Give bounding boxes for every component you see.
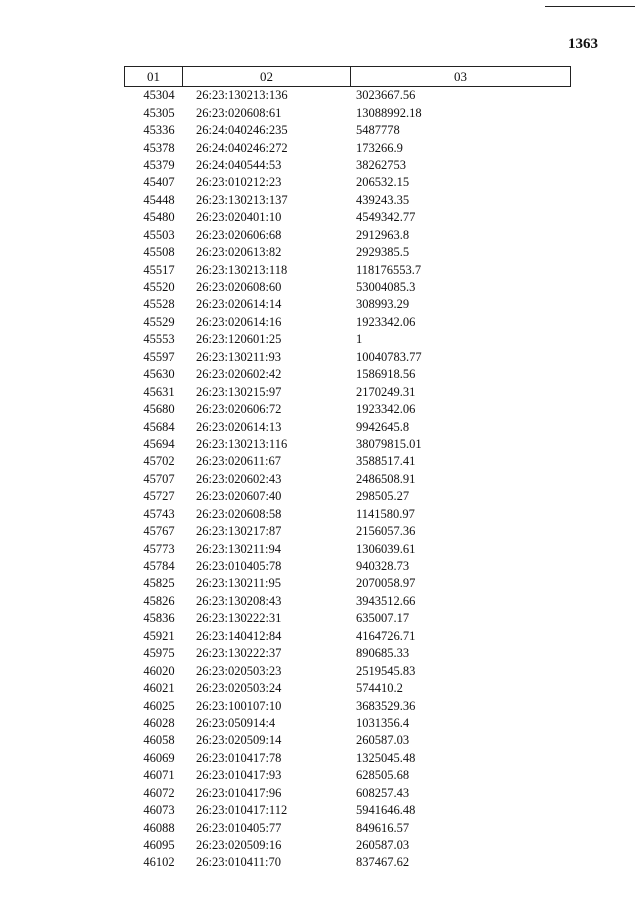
table-cell-col-03: 206532.15	[356, 175, 410, 190]
table-cell-col-01: 46088	[143, 820, 175, 835]
table-cell-col-03: 837467.62	[356, 855, 410, 870]
table-cell-col-03: 574410.2	[356, 681, 403, 696]
table-cell-col-01: 45503	[143, 227, 175, 242]
table-cell-col-01: 45448	[143, 192, 175, 207]
table-row	[124, 750, 569, 767]
table-cell-col-03: 940328.73	[356, 559, 410, 574]
table-cell-col-02: 26:23:020614:14	[196, 297, 282, 312]
table-cell-col-02: 26:23:130217:87	[196, 524, 282, 539]
table-cell-col-03: 628505.68	[356, 768, 410, 783]
table-row	[124, 610, 569, 627]
table-cell-col-01: 45836	[143, 611, 175, 626]
table-row	[124, 819, 569, 836]
table-cell-col-03: 38079815.01	[356, 436, 422, 451]
table-row	[124, 453, 569, 470]
table-cell-col-03: 308993.29	[356, 297, 410, 312]
table-cell-col-02: 26:23:010411:70	[196, 855, 281, 870]
table-cell-col-01: 45508	[143, 245, 175, 260]
table-row	[124, 715, 569, 732]
table-cell-col-02: 26:23:130211:94	[196, 541, 281, 556]
table-cell-col-03: 849616.57	[356, 820, 410, 835]
table-cell-col-01: 45480	[143, 210, 175, 225]
table-cell-col-01: 45743	[143, 506, 175, 521]
table-cell-col-02: 26:23:130211:93	[196, 349, 281, 364]
table-cell-col-02: 26:23:020614:13	[196, 419, 282, 434]
table-cell-col-03: 3588517.41	[356, 454, 416, 469]
table-cell-col-03: 2912963.8	[356, 227, 410, 242]
table-cell-col-01: 45305	[143, 105, 175, 120]
table-cell-col-02: 26:23:100107:10	[196, 698, 282, 713]
table-cell-col-02: 26:23:020509:16	[196, 838, 282, 853]
table-cell-col-02: 26:23:130213:136	[196, 88, 288, 103]
table-cell-col-01: 45379	[143, 157, 175, 172]
table-row	[124, 837, 569, 854]
table-row	[124, 331, 569, 348]
table-cell-col-03: 13088992.18	[356, 105, 422, 120]
table-header	[124, 66, 571, 87]
table-cell-col-03: 2486508.91	[356, 471, 416, 486]
table-cell-col-01: 45520	[143, 280, 175, 295]
table-cell-col-02: 26:23:130208:43	[196, 593, 282, 608]
table-row	[124, 279, 569, 296]
table-row	[124, 540, 569, 557]
table-cell-col-03: 890685.33	[356, 646, 410, 661]
table-cell-col-02: 26:23:010417:112	[196, 803, 288, 818]
table-cell-col-01: 45378	[143, 140, 175, 155]
table-cell-col-02: 26:23:020608:61	[196, 105, 282, 120]
table-cell-col-02: 26:23:020503:24	[196, 681, 282, 696]
table-cell-col-03: 2070058.97	[356, 576, 416, 591]
table-row	[124, 244, 569, 261]
table-cell-col-02: 26:23:020614:16	[196, 314, 282, 329]
table-cell-col-01: 45680	[143, 402, 175, 417]
table-row	[124, 174, 569, 191]
table-cell-col-02: 26:24:040246:272	[196, 140, 288, 155]
table-row	[124, 296, 569, 313]
table-cell-col-01: 46095	[143, 838, 175, 853]
table-cell-col-02: 26:23:130222:31	[196, 611, 282, 626]
table-row	[124, 157, 569, 174]
page-number: 1363	[568, 36, 598, 52]
table-cell-col-02: 26:23:130222:37	[196, 646, 282, 661]
table-cell-col-01: 45727	[143, 489, 175, 504]
table-cell-col-01: 46020	[143, 663, 175, 678]
table-row	[124, 227, 569, 244]
table-cell-col-02: 26:23:010417:96	[196, 785, 282, 800]
table-cell-col-01: 46069	[143, 750, 175, 765]
table-cell-col-03: 260587.03	[356, 733, 410, 748]
table-cell-col-02: 26:23:130215:97	[196, 384, 282, 399]
table-cell-col-02: 26:23:020602:43	[196, 471, 282, 486]
table-cell-col-03: 3683529.36	[356, 698, 416, 713]
table-cell-col-02: 26:23:020503:23	[196, 663, 282, 678]
table-cell-col-01: 46071	[143, 768, 175, 783]
table-cell-col-02: 26:24:040246:235	[196, 123, 288, 138]
table-cell-col-03: 10040783.77	[356, 349, 422, 364]
table-cell-col-03: 9942645.8	[356, 419, 410, 434]
table-cell-col-03: 4549342.77	[356, 210, 416, 225]
table-cell-col-01: 45702	[143, 454, 175, 469]
table-row	[124, 802, 569, 819]
table-cell-col-03: 2929385.5	[356, 245, 410, 260]
table-cell-col-02: 26:23:020611:67	[196, 454, 281, 469]
table-cell-col-01: 46102	[143, 855, 175, 870]
table-cell-col-03: 260587.03	[356, 838, 410, 853]
table-row	[124, 506, 569, 523]
table-row	[124, 662, 569, 679]
table-cell-col-02: 26:23:120601:25	[196, 332, 282, 347]
table-cell-col-03: 1141580.97	[356, 506, 415, 521]
table-row	[124, 680, 569, 697]
header-col-01: 01	[125, 67, 183, 86]
table-cell-col-03: 53004085.3	[356, 280, 416, 295]
table-cell-col-01: 45597	[143, 349, 175, 364]
table-cell-col-01: 45825	[143, 576, 175, 591]
table-cell-col-02: 26:23:130213:137	[196, 192, 288, 207]
table-cell-col-02: 26:23:020613:82	[196, 245, 282, 260]
table-cell-col-03: 1586918.56	[356, 367, 416, 382]
table-cell-col-01: 45684	[143, 419, 175, 434]
table-cell-col-03: 1325045.48	[356, 750, 416, 765]
table-cell-col-03: 2519545.83	[356, 663, 416, 678]
table-cell-col-03: 635007.17	[356, 611, 410, 626]
table-row	[124, 383, 569, 400]
table-cell-col-03: 439243.35	[356, 192, 410, 207]
table-row	[124, 261, 569, 278]
table-cell-col-01: 45336	[143, 123, 175, 138]
table-cell-col-03: 3943512.66	[356, 593, 416, 608]
table-row	[124, 593, 569, 610]
table-cell-col-03: 3023667.56	[356, 88, 416, 103]
table-row	[124, 192, 569, 209]
table-body	[124, 87, 569, 872]
table-cell-col-03: 2170249.31	[356, 384, 416, 399]
table-cell-col-03: 1923342.06	[356, 402, 416, 417]
table-cell-col-01: 45826	[143, 593, 175, 608]
table-cell-col-03: 1923342.06	[356, 314, 416, 329]
table-cell-col-02: 26:23:010405:77	[196, 820, 282, 835]
table-cell-col-03: 1	[356, 332, 363, 347]
table-row	[124, 139, 569, 156]
table-row	[124, 104, 569, 121]
table-cell-col-03: 38262753	[356, 157, 406, 172]
table-cell-col-01: 45631	[143, 384, 175, 399]
table-cell-col-01: 46025	[143, 698, 175, 713]
table-cell-col-03: 2156057.36	[356, 524, 416, 539]
table-row	[124, 523, 569, 540]
table-row	[124, 488, 569, 505]
table-cell-col-02: 26:23:010417:93	[196, 768, 282, 783]
table-cell-col-01: 45517	[143, 262, 175, 277]
table-cell-col-01: 45553	[143, 332, 175, 347]
table-cell-col-01: 45304	[143, 88, 175, 103]
table-cell-col-01: 46028	[143, 715, 175, 730]
table-cell-col-02: 26:23:130213:118	[196, 262, 288, 277]
table-cell-col-02: 26:23:020401:10	[196, 210, 282, 225]
table-cell-col-03: 5941646.48	[356, 803, 416, 818]
table-row	[124, 122, 569, 139]
table-cell-col-02: 26:23:130211:95	[196, 576, 281, 591]
table-row	[124, 349, 569, 366]
table-row	[124, 854, 569, 871]
table-cell-col-01: 45767	[143, 524, 175, 539]
table-cell-col-02: 26:23:010417:78	[196, 750, 282, 765]
table-cell-col-02: 26:23:140412:84	[196, 628, 282, 643]
table-cell-col-02: 26:23:010405:78	[196, 559, 282, 574]
table-row	[124, 645, 569, 662]
table-row	[124, 436, 569, 453]
table-cell-col-01: 46058	[143, 733, 175, 748]
table-cell-col-01: 46072	[143, 785, 175, 800]
table-cell-col-02: 26:23:010212:23	[196, 175, 282, 190]
table-row	[124, 209, 569, 226]
table-cell-col-02: 26:23:130213:116	[196, 436, 288, 451]
table-row	[124, 471, 569, 488]
table-cell-col-03: 173266.9	[356, 140, 403, 155]
table-cell-col-03: 1306039.61	[356, 541, 416, 556]
table-cell-col-03: 118176553.7	[356, 262, 422, 277]
table-row	[124, 767, 569, 784]
table-cell-col-03: 4164726.71	[356, 628, 416, 643]
table-cell-col-02: 26:23:020607:40	[196, 489, 282, 504]
table-cell-col-03: 608257.43	[356, 785, 410, 800]
table-cell-col-02: 26:23:020602:42	[196, 367, 282, 382]
header-col-03: 03	[454, 68, 467, 84]
table-cell-col-02: 26:23:020509:14	[196, 733, 282, 748]
table-row	[124, 558, 569, 575]
table-row	[124, 418, 569, 435]
table-cell-col-01: 46073	[143, 803, 175, 818]
table-cell-col-02: 26:23:020608:60	[196, 280, 282, 295]
header-col-02: 02	[183, 67, 351, 86]
table-cell-col-03: 5487778	[356, 123, 400, 138]
table-row	[124, 314, 569, 331]
table-cell-col-01: 45784	[143, 559, 175, 574]
table-cell-col-03: 1031356.4	[356, 715, 410, 730]
table-cell-col-01: 45528	[143, 297, 175, 312]
table-row	[124, 732, 569, 749]
table-cell-col-01: 45529	[143, 314, 175, 329]
table-cell-col-01: 45921	[143, 628, 175, 643]
table-cell-col-02: 26:23:020606:72	[196, 402, 282, 417]
table-cell-col-01: 46021	[143, 681, 175, 696]
table-row	[124, 87, 569, 104]
table-row	[124, 628, 569, 645]
table-cell-col-02: 26:23:020608:58	[196, 506, 282, 521]
table-cell-col-01: 45630	[143, 367, 175, 382]
table-row	[124, 697, 569, 714]
table-cell-col-02: 26:23:050914:4	[196, 715, 276, 730]
table-cell-col-03: 298505.27	[356, 489, 410, 504]
table-cell-col-01: 45707	[143, 471, 175, 486]
table-cell-col-01: 45975	[143, 646, 175, 661]
table-cell-col-02: 26:24:040544:53	[196, 157, 282, 172]
table-row	[124, 366, 569, 383]
table-cell-col-01: 45694	[143, 436, 175, 451]
table-cell-col-01: 45773	[143, 541, 175, 556]
table-row	[124, 785, 569, 802]
top-rule	[545, 6, 635, 7]
table-cell-col-01: 45407	[143, 175, 175, 190]
table-row	[124, 401, 569, 418]
table-row	[124, 575, 569, 592]
table-cell-col-02: 26:23:020606:68	[196, 227, 282, 242]
